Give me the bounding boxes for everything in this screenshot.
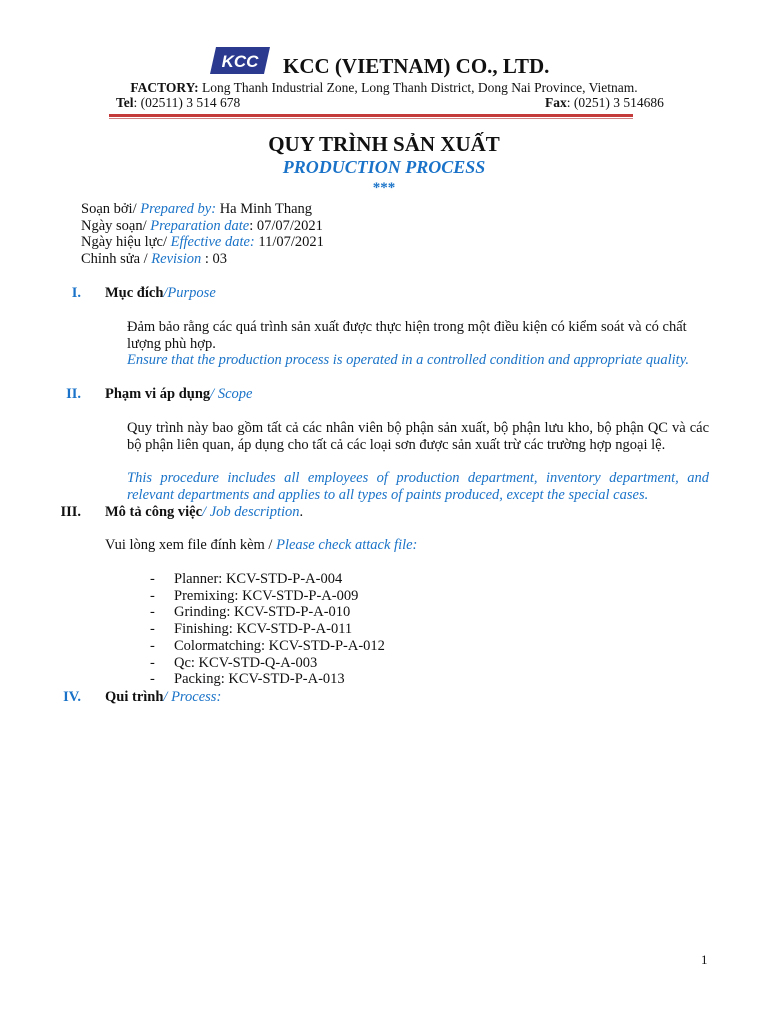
list-item bbox=[150, 671, 385, 688]
prepared-by-label-en: Prepared by: bbox=[140, 201, 217, 217]
section-2-body-en: This procedure includes all employees of production department, inventory department, and relevant departments and applies to all types of paints produced, except the special cases. bbox=[127, 470, 709, 503]
section-1-body-en: Ensure that the production process is operated in a controlled condition and appropriate quality. bbox=[127, 352, 689, 368]
company-name: KCC (VIETNAM) CO., LTD. bbox=[283, 54, 550, 78]
list-dash: - bbox=[150, 637, 155, 654]
list-item-text: Premixing: KCV-STD-P-A-009 bbox=[174, 587, 359, 604]
tel-label: Tel bbox=[116, 95, 134, 110]
list-item bbox=[150, 621, 385, 638]
list-item-text: Finishing: KCV-STD-P-A-011 bbox=[174, 621, 353, 638]
preparation-date-line bbox=[81, 218, 323, 235]
list-item-text: Planner: KCV-STD-P-A-004 bbox=[174, 571, 343, 587]
prepared-by-line bbox=[81, 201, 312, 218]
effective-date-line bbox=[81, 234, 324, 251]
preparation-date-label-vi: Ngày soạn/ bbox=[81, 218, 151, 234]
list-item bbox=[150, 638, 385, 655]
preparation-date-label-en: Preparation date bbox=[150, 218, 250, 234]
document-title-vi: QUY TRÌNH SẢN XUẤT bbox=[268, 132, 500, 156]
tel-value: : (02511) 3 514 678 bbox=[133, 95, 241, 110]
list-item-text: Packing: KCV-STD-P-A-013 bbox=[174, 671, 345, 688]
kcc-logo bbox=[210, 47, 270, 74]
section-3-heading-end: . bbox=[299, 504, 304, 520]
section-3-number: III. bbox=[60, 504, 81, 520]
logo-text: KCC bbox=[221, 52, 259, 71]
section-2-number: II. bbox=[66, 386, 81, 402]
list-item-text: Qc: KCV-STD-Q-A-003 bbox=[174, 654, 318, 671]
tel-line bbox=[116, 95, 240, 111]
document-title-en: PRODUCTION PROCESS bbox=[282, 157, 486, 177]
preparation-date-value: : 07/07/2021 bbox=[249, 218, 323, 234]
factory-label: FACTORY: bbox=[130, 80, 199, 95]
effective-date-label-en: Effective date: bbox=[170, 234, 255, 250]
section-4-heading-en: / Process: bbox=[163, 689, 222, 705]
section-2-body-vi: Quy trình này bao gồm tất cả các nhân viên bộ phận sản xuất, bộ phận lưu kho, bộ phận QC và các bộ phận liên quan, áp dụng cho tất cả các loại sơn được sản xuất trừ các trường hợp ngoại lệ. bbox=[127, 420, 709, 453]
section-4-heading bbox=[105, 689, 221, 706]
revision-value: : 03 bbox=[201, 251, 228, 267]
list-dash: - bbox=[150, 654, 155, 671]
effective-date-value: 11/07/2021 bbox=[254, 234, 324, 250]
attachment-list bbox=[150, 571, 385, 688]
section-3-intro-vi: Vui lòng xem file đính kèm / bbox=[105, 537, 277, 553]
revision-label-vi: Chỉnh sửa / bbox=[81, 251, 152, 267]
section-1-number: I. bbox=[71, 285, 81, 301]
list-dash: - bbox=[150, 587, 155, 604]
list-item-text: Grinding: KCV-STD-P-A-010 bbox=[174, 604, 351, 621]
section-3-heading-vi: Mô tả công việc bbox=[105, 504, 203, 520]
header-divider-thin bbox=[109, 118, 633, 119]
title-stars: *** bbox=[372, 180, 396, 196]
effective-date-label-vi: Ngày hiệu lực/ bbox=[81, 234, 171, 250]
section-3-intro bbox=[105, 537, 417, 554]
list-dash: - bbox=[150, 671, 155, 688]
section-1-heading-en: /Purpose bbox=[163, 285, 216, 301]
list-dash: - bbox=[150, 621, 155, 638]
section-1-heading bbox=[105, 285, 216, 302]
revision-line bbox=[81, 251, 227, 268]
section-2-heading-vi: Phạm vi áp dụng bbox=[105, 386, 211, 402]
page-number: 1 bbox=[701, 952, 708, 967]
list-item-text: Colormatching: KCV-STD-P-A-012 bbox=[174, 637, 385, 654]
fax-line bbox=[545, 95, 664, 111]
section-3-heading-en: / Job description bbox=[202, 504, 300, 520]
list-dash: - bbox=[150, 571, 155, 587]
header-divider bbox=[109, 114, 633, 117]
section-4-heading-vi: Qui trình bbox=[105, 689, 164, 705]
section-4-number: IV. bbox=[63, 689, 81, 705]
list-item bbox=[150, 604, 385, 621]
prepared-by-value: Ha Minh Thang bbox=[216, 201, 313, 217]
section-1-heading-vi: Mục đích bbox=[105, 285, 164, 301]
fax-label: Fax bbox=[545, 95, 567, 110]
list-item bbox=[150, 571, 385, 588]
section-3-intro-en: Please check attack file: bbox=[276, 537, 418, 553]
factory-line bbox=[0, 80, 768, 96]
section-3-heading bbox=[105, 504, 303, 521]
revision-label-en: Revision bbox=[151, 251, 202, 267]
section-2-heading-en: / Scope bbox=[210, 386, 253, 402]
list-item bbox=[150, 655, 385, 672]
section-2-heading bbox=[105, 386, 252, 403]
list-dash: - bbox=[150, 604, 155, 621]
section-1-body-vi: Đảm bảo rằng các quá trình sản xuất được thực hiện trong một điều kiện có kiểm soát và có chất lượng phù hợp. bbox=[127, 319, 687, 352]
prepared-by-label-vi: Soạn bởi/ bbox=[81, 201, 141, 217]
factory-address: Long Thanh Industrial Zone, Long Thanh District, Dong Nai Province, Vietnam. bbox=[202, 80, 638, 95]
list-item bbox=[150, 588, 385, 605]
fax-value: : (0251) 3 514686 bbox=[566, 95, 664, 110]
